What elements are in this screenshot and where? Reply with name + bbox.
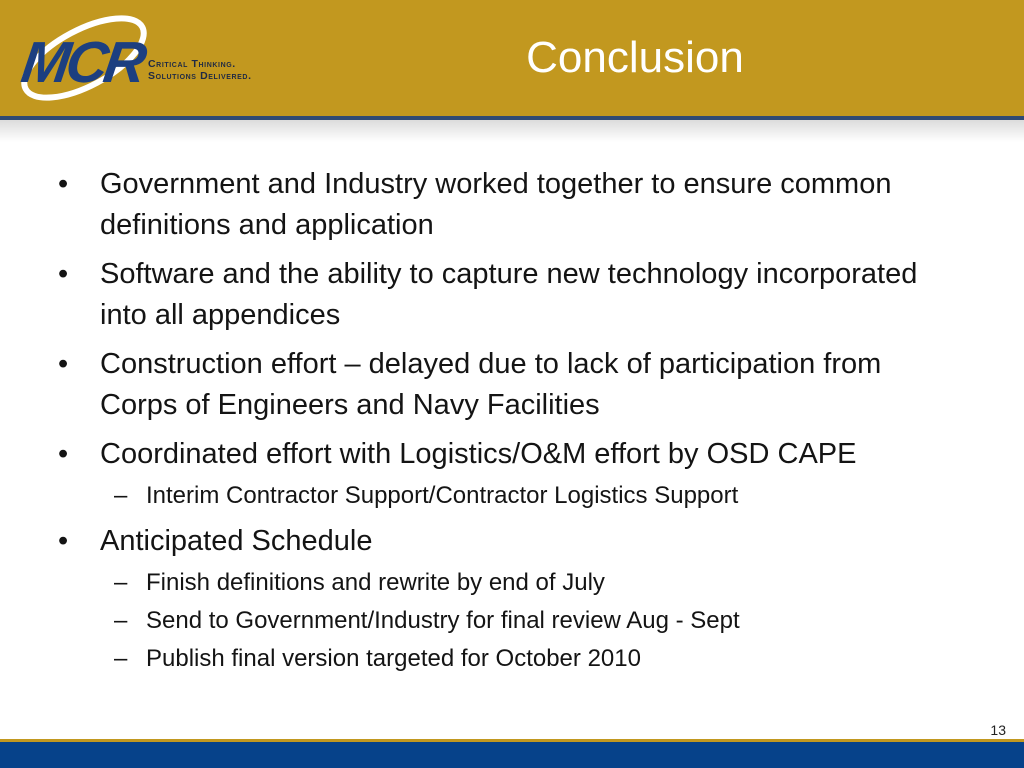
sub-bullet-item	[58, 606, 958, 636]
bullet-mark: •	[58, 168, 69, 200]
bullet-mark: •	[58, 438, 69, 470]
bullet-mark: •	[58, 348, 69, 380]
bullet-item	[58, 521, 958, 562]
tagline-line-2: Solutions Delivered.	[148, 70, 252, 82]
bullet-item	[58, 434, 958, 475]
sub-bullet-item	[58, 644, 958, 674]
sub-bullet-text: Interim Contractor Support/Contractor Logistics Support	[146, 482, 739, 509]
bullet-text: Coordinated effort with Logistics/O&M effort by OSD CAPE	[100, 438, 857, 470]
tagline-line-1: Critical Thinking.	[148, 58, 236, 70]
slide-header	[0, 0, 1024, 116]
slide-footer	[0, 742, 1024, 768]
bullet-item	[58, 344, 958, 426]
sub-bullet-mark: –	[114, 569, 128, 596]
sub-bullet-item	[58, 481, 958, 511]
company-logo	[14, 8, 324, 108]
bullet-mark: •	[58, 258, 69, 290]
page-number: 13	[990, 722, 1006, 738]
sub-bullet-mark: –	[114, 645, 128, 672]
sub-bullet-mark: –	[114, 607, 128, 634]
bullet-text: Software and the ability to capture new technology incorporated into all appendices	[100, 258, 918, 331]
sub-bullet-text: Send to Government/Industry for final review Aug - Sept	[146, 607, 740, 634]
bullet-text: Government and Industry worked together to ensure common definitions and application	[100, 168, 892, 241]
bullet-text: Construction effort – delayed due to lack of participation from Corps of Engineers and Navy Facilities	[100, 348, 882, 421]
sub-bullet-text: Finish definitions and rewrite by end of July	[146, 569, 605, 596]
bullet-item	[58, 164, 958, 246]
bullet-item	[58, 254, 958, 336]
logo-tagline	[148, 58, 252, 82]
sub-bullet-item	[58, 568, 958, 598]
logo-wordmark: MCR	[17, 30, 147, 95]
bullet-list	[58, 164, 958, 684]
bullet-mark: •	[58, 525, 69, 557]
sub-bullet-text: Publish final version targeted for October 2010	[146, 645, 641, 672]
header-shadow	[0, 120, 1024, 142]
bullet-text: Anticipated Schedule	[100, 525, 373, 557]
slide-title: Conclusion	[526, 33, 744, 82]
sub-bullet-mark: –	[114, 482, 128, 509]
